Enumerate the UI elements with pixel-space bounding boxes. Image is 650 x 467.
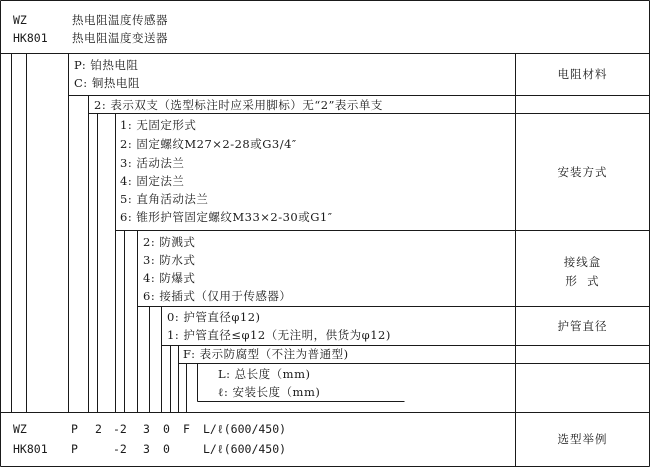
example-1-anticorrosion: F: [183, 422, 190, 436]
installation-option-3: 3: 活动法兰: [120, 156, 185, 170]
installation-option-2: 2: 固定螺纹M27×2-28或G3/4″: [120, 137, 297, 151]
branch-note: 2: 表示双支（选型标注时应采用脚标）无“2”表示单支: [94, 98, 383, 112]
category-junction-box-line2: 形 式: [565, 274, 600, 288]
example-1-material: P: [71, 422, 78, 436]
category-junction-box-line1: 接线盒: [563, 255, 602, 269]
junction-option-6: 6: 接插式（仅用于传感器）: [143, 289, 292, 303]
header-code-1: WZ: [13, 13, 27, 27]
tube-option-0: 0: 护管直径φ12): [167, 310, 261, 324]
tube-option-1: 1: 护管直径≤φ12（无注明，供货为φ12): [167, 328, 391, 342]
material-option-c: C: 铜热电阻: [74, 76, 140, 90]
header-name-2: 热电阻温度变送器: [72, 31, 168, 45]
example-2-material: P: [71, 442, 78, 456]
junction-option-4: 4: 防爆式: [143, 271, 196, 285]
length-option-install: ℓ: 安装长度（mm): [218, 385, 321, 399]
example-1-branch: 2: [95, 422, 102, 436]
junction-option-3: 3: 防水式: [143, 253, 196, 267]
material-option-p: P: 铂热电阻: [74, 58, 139, 72]
installation-option-6: 6: 锥形护管固定螺纹M33×2-30或G1″: [120, 210, 333, 224]
example-2-series: HK801: [13, 442, 48, 456]
category-example: 选型举例: [557, 432, 608, 446]
example-1-install: -2: [113, 422, 127, 436]
header-name-1: 热电阻温度传感器: [72, 13, 168, 27]
category-tube-diameter: 护管直径: [557, 319, 608, 333]
example-1-tube: 0: [163, 422, 170, 436]
example-2-length: L/ℓ(600/450): [203, 442, 287, 456]
anticorrosion-note: F: 表示防腐型（不注为普通型): [183, 347, 349, 361]
example-2-tube: 0: [163, 442, 170, 456]
example-2-junction: 3: [143, 442, 150, 456]
installation-option-1: 1: 无固定形式: [120, 118, 197, 132]
header-code-2: HK801: [13, 31, 48, 45]
example-1-series: WZ: [13, 422, 27, 436]
junction-option-2: 2: 防溅式: [143, 235, 196, 249]
installation-option-4: 4: 固定法兰: [120, 174, 185, 188]
example-2-install: -2: [113, 442, 127, 456]
installation-option-5: 5: 直角活动法兰: [120, 192, 209, 206]
example-1-length: L/ℓ(600/450): [203, 422, 287, 436]
category-material: 电阻材料: [557, 67, 608, 81]
example-1-junction: 3: [143, 422, 150, 436]
length-option-total: L: 总长度（mm): [218, 367, 311, 381]
category-installation: 安装方式: [557, 165, 608, 179]
